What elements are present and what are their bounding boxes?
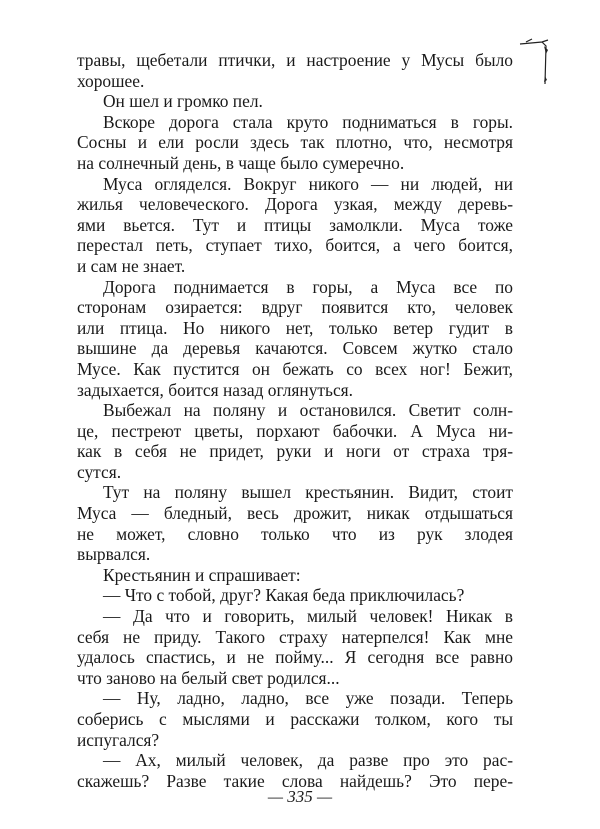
paragraph — [77, 606, 513, 688]
text-line: сутся. — [77, 461, 122, 482]
text-line: травы, щебетали птички, и настроение у Мусы было — [77, 50, 513, 70]
paragraph — [77, 585, 513, 606]
text-line: Вскоре дорога стала круто подниматься в горы. — [103, 111, 513, 132]
paragraph — [77, 400, 513, 482]
text-line: или птица. Но никого нет, только ветер гудит в — [77, 317, 513, 338]
text-line: жилья человеческого. Дорога узкая, между деревь- — [77, 194, 513, 215]
text-line: Крестьянин и спрашивает: — [103, 564, 301, 585]
text-line: что заново на белый свет родился... — [77, 667, 340, 688]
text-line: скажешь? Разве такие слова найдешь? Это пере- — [77, 770, 513, 791]
paragraph — [77, 277, 513, 401]
text-line: Дорога поднимается в горы, а Муса все по — [103, 276, 513, 297]
text-line: Он шел и громко пел. — [103, 91, 263, 112]
text-line: как в себя не придет, руки и ноги от страха тря- — [77, 441, 513, 462]
text-line: себя не приду. Такого страху натерпелся! Как мне — [77, 626, 513, 647]
text-line: удалось спастись, и не пойму... Я сегодня все равно — [77, 647, 513, 668]
text-line: испугался? — [77, 729, 160, 750]
text-line: соберись с мыслями и расскажи толком, кого ты — [77, 709, 513, 729]
text-line: ями вьется. Тут и птицы замолкли. Муса тоже — [77, 214, 513, 235]
paragraph — [77, 112, 513, 174]
paragraph — [77, 50, 513, 91]
text-line: хорошее. — [77, 70, 145, 91]
text-line: не может, словно только что из рук злодея — [77, 523, 513, 544]
text-line: — Ну, ладно, ладно, все уже позади. Теперь — [103, 688, 513, 709]
text-line: Муса огляделся. Вокруг никого — ни людей, ни — [103, 173, 513, 194]
paragraph — [77, 482, 513, 564]
text-line: Сосны и ели росли здесь так плотно, что, несмотря — [77, 132, 513, 153]
text-line: — Что с тобой, друг? Какая беда приключилась? — [103, 585, 465, 606]
page-number: — 335 — — [267, 787, 333, 806]
text-line: и сам не знает. — [77, 255, 186, 276]
text-line: Мусе. Как пустится он бежать со всех ног! Бежит, — [77, 358, 513, 379]
text-line: на солнечный день, в чаще было сумеречно. — [77, 152, 405, 173]
text-line: — Ах, милый человек, да разве про это рас- — [103, 750, 513, 771]
page-text — [77, 50, 513, 791]
text-line: вышине да деревья качаются. Совсем жутко стало — [77, 338, 513, 359]
text-line: Выбежал на поляну и остановился. Светит солн- — [103, 400, 513, 421]
text-line: сторонам озирается: вдруг появится кто, человек — [77, 297, 513, 318]
text-line: Муса — бледный, весь дрожит, никак отдышаться — [77, 503, 513, 524]
text-line: вырвался. — [77, 544, 151, 565]
text-line: це, пестреют цветы, порхают бабочки. А Муса ни- — [77, 420, 513, 441]
paragraph — [77, 688, 513, 750]
text-line: перестал петь, ступает тихо, боится, а чего боится, — [77, 235, 513, 256]
text-line: задыхается, боится назад оглянуться. — [77, 379, 354, 400]
corner-ornament-icon — [518, 36, 560, 88]
text-line: — Да что и говорить, милый человек! Никак в — [103, 606, 513, 627]
paragraph — [77, 565, 513, 586]
paragraph — [77, 174, 513, 277]
text-line: Тут на поляну вышел крестьянин. Видит, стоит — [103, 482, 513, 503]
paragraph — [77, 91, 513, 112]
